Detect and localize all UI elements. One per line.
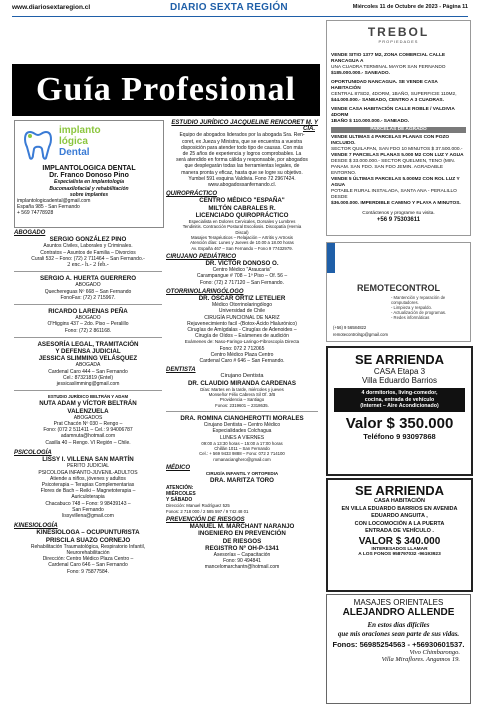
section-otorrino: OTORRINOLARINGÓLOGO bbox=[166, 289, 318, 295]
dentista-2-name: DRA. ROMINA CIANGHEROTTI MORALES bbox=[180, 415, 304, 423]
arrienda-2-head: SE ARRIENDA bbox=[354, 483, 445, 498]
divider bbox=[14, 304, 162, 305]
se-arrienda-1-ad bbox=[326, 346, 473, 476]
abogado-4-line: Cel.: 87321819 (Entel) bbox=[62, 374, 114, 381]
divider bbox=[14, 390, 162, 391]
ej-line: que desplegarán todas las herramientas legales, de bbox=[184, 163, 300, 170]
abogado-2-name: SERGIO A. HUERTA GUERRERO bbox=[39, 275, 137, 283]
abogado-1-name: SERGIO GONZÁLEZ PINO bbox=[49, 236, 127, 244]
quiro-name: MILTÓN CABRALES R. bbox=[208, 204, 276, 212]
psicologa-line: Psicoterapia – Terapias Complementarias bbox=[41, 481, 135, 488]
abogado-5-name: NUTA ADAM y VÍCTOR BELTRÁN bbox=[39, 400, 137, 408]
implantologica-ad bbox=[14, 120, 164, 228]
psicologa-line: Flores de Bach – Reiki – Magnetoterapia – bbox=[40, 488, 136, 495]
remotecontrol-email[interactable]: remotecontrolrqp@gmail.com bbox=[333, 332, 388, 337]
remotecontrol-services: - Mantención y reparación de computadores. - Limpieza y respaldo. - Actualización de programas. - Redes informáticas bbox=[391, 295, 447, 320]
otorrino-line: Rejuvenecimiento facil -(Botox-Ácido Hialurónico) bbox=[187, 320, 297, 327]
abogado-5-line: Prat Chacón Nº 030 – Rengo – bbox=[53, 421, 123, 428]
pediatra-line: Centro Médico "Araucaria" bbox=[212, 267, 272, 274]
dentista-line: Providencia – Santiago bbox=[219, 397, 265, 403]
arrienda-1-price: Valor $ 350.000 bbox=[345, 414, 454, 432]
prevencion-line: Asesorías – Capacitación bbox=[213, 551, 271, 558]
kine-line: Rehabilitación Traumatológica, Respiratorio Infantil, bbox=[30, 543, 146, 550]
pediatra-line: Fono: (72) 2 717120 – San Fernando. bbox=[200, 279, 284, 286]
kine-line: Dirección: Centro Médico Plaza Centro – bbox=[42, 556, 134, 563]
abogado-4-name: JESSICA SLIMMING VELÁSQUEZ bbox=[38, 355, 138, 363]
masajes-name: ALEJANDRO ALLENDE bbox=[342, 607, 455, 618]
divider bbox=[14, 271, 162, 272]
section-dentista: DENTISTA bbox=[166, 367, 318, 373]
trebol-logo: TREBOL PROPIEDADES bbox=[367, 25, 430, 44]
newspaper-title: DIARIO SEXTA REGIÓN bbox=[170, 2, 288, 13]
ej-line: Yumbel 591 esquina Valdivia. Fono 72 2967424. bbox=[188, 175, 296, 182]
prevencion-name: MANUEL M. MARCHANT NARANJO bbox=[189, 523, 295, 531]
abogado-1-line: Curali 532 – Fono: (72) 2 711464 – San Fernando.- bbox=[31, 255, 145, 262]
psicologa-line: PERITO JUDICIAL bbox=[66, 463, 110, 470]
medico-line: Dirección: Manuel Rodríguez 525 bbox=[166, 503, 230, 509]
medico-line: Fonos: 2 718 000 / 2 585 597 / 9 742 48 01 bbox=[166, 508, 249, 514]
otorrino-name: DR. ÓSCAR ORTIZ LETELIER bbox=[198, 295, 286, 303]
psicologa-line: Auriculoterapia bbox=[71, 494, 105, 501]
trebol-ad bbox=[326, 20, 471, 236]
remotecontrol-ad bbox=[326, 242, 471, 342]
abogado-2-line: FonoFax: (72) 2 715967. bbox=[60, 294, 116, 301]
implanto-logo-text bbox=[59, 125, 101, 158]
abogado-2-line: Quechereguas Nº 668 – San Fernando bbox=[44, 288, 132, 295]
otorrino-line: Cirugías de Amígdalas - Cirugías de Adenoides – bbox=[187, 327, 297, 334]
section-cirujano-pediatrico: CIRUJANO PEDIÁTRICO bbox=[166, 254, 318, 260]
divider bbox=[166, 411, 318, 412]
section-kinesiologia: KINESIOLOGÍA bbox=[14, 523, 162, 529]
abogado-4-line: ABOGADA bbox=[75, 362, 101, 369]
section-abogado: ABOGADO bbox=[14, 230, 162, 236]
dentista-2-email[interactable]: romanacianghero@gmail.com bbox=[213, 456, 271, 462]
abogado-3-line: ABOGADO bbox=[75, 315, 101, 322]
medico-name: DRA. MARITZA TORO bbox=[210, 477, 274, 485]
dentista-2-line: LUNES A VIERNES bbox=[219, 434, 265, 441]
arrienda-1-features: 4 dormitorios, living-comedor, cocina, entrada de vehículo (Internet – Aire Acondicionado) bbox=[334, 388, 465, 412]
abogado-1-line: Contratos – Asuntos de Familia – Divorcios bbox=[40, 249, 136, 256]
kine-name: PRISCILA SUAZO CORNEJO bbox=[45, 536, 131, 544]
prevencion-email[interactable]: mancelomarchantn@hotmail.com bbox=[204, 564, 280, 571]
arrienda-2-contact: INTERESADOS LLAMAR bbox=[371, 546, 428, 552]
arrienda-2-details: CASA HABITACIÓN EN VILLA EDUARDO BARRIOS EN AVENIDA EDUARDO ANGUITA , CON LOCOMOCIÓN A LA PUERTA ENTRADA DE VEHÍCULO . bbox=[341, 498, 458, 534]
dentista-title: Cirujano Dentista bbox=[220, 373, 264, 380]
logo-line-2: lógica bbox=[59, 136, 88, 147]
ej-line: disposición para atender todo tipo de causas. Con más bbox=[180, 144, 304, 151]
dentista-name: DR. CLAUDIO MIRANDA CARDENAS bbox=[187, 379, 297, 387]
abogado-3-line: Fono: (72) 2 861168. bbox=[64, 327, 112, 334]
arrienda-1-line: CASA Etapa 3 bbox=[373, 367, 426, 376]
masajes-address: Villa Miraflores. Angamos 19. bbox=[381, 656, 460, 663]
abogado-5-head: ESTUDIO JURÍDICO BELTRÁN Y ADAM bbox=[47, 394, 129, 400]
abogado-4-name: Y DEFENSA JUDICIAL bbox=[55, 348, 121, 356]
medico-attention: ATENCIÓN: MIÉRCOLES Y SÁBADO bbox=[166, 484, 196, 504]
ej-website[interactable]: www.abogadossanfernando.cl. bbox=[207, 182, 277, 189]
abogado-4-name: ASESORÍA LEGAL, TRAMITACIÓN bbox=[37, 340, 139, 348]
psicologa-line: PSICOLOGA INFANTO-JUVENIL-ADULTOS bbox=[38, 469, 138, 476]
remotecontrol-logo: REMOTECONTROL bbox=[357, 283, 440, 293]
dentista-line: Monseñor Félix Cabrera Sil Of. 3/B bbox=[208, 392, 276, 398]
psicologa-name: LISSY I. VILLENA SAN MARTÍN bbox=[42, 456, 134, 464]
se-arrienda-2-ad bbox=[326, 478, 473, 592]
otorrino-line: Exámenes de: Naso-Faringo-Laringo-Fibroscopía Directa bbox=[184, 339, 300, 345]
implanto-spec-1: Especialista en implantología bbox=[53, 179, 125, 186]
psicologa-line: Chacabuco 748 – Fono: 9 98439143 – bbox=[45, 500, 131, 507]
arrienda-1-head: SE ARRIENDA bbox=[354, 352, 445, 367]
otorrino-line: CIRUGÍA FUNCIONAL DE NARIZ bbox=[204, 314, 280, 321]
guia-profesional-banner: Guía Profesional bbox=[12, 64, 320, 116]
arrienda-2-contact: A LOS FONOS 958797032 -96193923 bbox=[358, 551, 441, 557]
otorrino-line: Fono: 072 2 712065 bbox=[219, 345, 265, 352]
implanto-phone: + 569 74778928 bbox=[17, 210, 54, 217]
masajes-location: Vivo Chimbarongo. bbox=[409, 649, 460, 656]
ej-line: manera pronta y eficaz, hasta que se logre su objetivo. bbox=[181, 169, 303, 176]
divider bbox=[14, 337, 162, 338]
logo-line-3: Dental bbox=[59, 147, 90, 158]
arrienda-1-line: Villa Eduardo Barrios bbox=[361, 376, 437, 385]
implanto-spec-2: Bucomaxilofacial y rehabilitación bbox=[49, 185, 129, 192]
pediatra-name: DR. VÍCTOR DONOSO O. bbox=[205, 260, 279, 268]
dentista-line: Fonos: 2319601 – 2318635. bbox=[215, 402, 269, 408]
otorrino-line: Cardenal Caro # 646 – San Fernando. bbox=[199, 358, 285, 365]
abogado-3-line: O'Higgins 437 – 2do. Piso – Peralillo bbox=[47, 321, 129, 328]
ej-line: de 25 años de experiencia y logros comprobables. La bbox=[182, 151, 302, 158]
implanto-doctor: Dr. Franco Donoso Pino bbox=[49, 172, 129, 180]
logo-line-1: implanto bbox=[59, 125, 101, 136]
otorrino-line: Centro Médico Plaza Centro bbox=[210, 351, 274, 358]
kine-line: Cardenal Caro 646 – San Fernando bbox=[48, 562, 128, 569]
dentista-line: Días: Martes en la tarde, miércoles y jueves bbox=[200, 386, 284, 392]
section-psicologia: PSICOLOGÍA bbox=[14, 450, 162, 456]
ej-line: coret, ex Jueza y Ministra, que se encuentra a vuestra bbox=[181, 138, 303, 145]
kine-line: Fono: 9 75877584. bbox=[67, 568, 109, 575]
otorrino-line: Médico Otorrinolaringólogo bbox=[211, 302, 273, 309]
abogado-5-email[interactable]: adamnuta@hotmail.com bbox=[60, 433, 116, 440]
masajes-head: MASAJES ORIENTALES bbox=[353, 598, 444, 607]
masajes-message: En estos días difíciles que mis oraciones sean parte de sus vidas. bbox=[337, 621, 460, 638]
dentista-2-line: Cel.: + 569 9433 9888 – Fono: 072 2 714100 bbox=[199, 451, 285, 457]
page-date: Miércoles 11 de Octubre de 2023 - Página 11 bbox=[352, 4, 468, 10]
section-prevencion: PREVENCIÓN DE RIESGOS bbox=[166, 517, 318, 523]
implanto-email[interactable]: implantologicadental@gmail.com bbox=[17, 198, 91, 205]
otorrino-line: Cirugía de Oídos – Exámenes de audición bbox=[195, 333, 289, 340]
pediatra-line: Carampangue # 708 – 1º Piso – Of. 56 – bbox=[196, 273, 288, 280]
kine-name: KINESIOLOGA – OCUPUNTURISTA bbox=[36, 529, 140, 537]
psicologa-line: Atiende a niños, jóvenes y adultos bbox=[50, 475, 126, 482]
arrienda-1-phone: Teléfono 9 93097868 bbox=[363, 431, 436, 441]
tooth-logo-icon bbox=[21, 127, 55, 161]
abogado-5-name: VALENZUELA bbox=[67, 407, 109, 415]
implanto-spec-3: sobre implantes bbox=[69, 191, 109, 198]
remotecontrol-phone: (+56) 9 56584822 bbox=[333, 325, 367, 330]
quiro-line: Tendinitis. Contracción Postural Escoliosis. Discopatía (Hernia bbox=[182, 224, 302, 230]
abogado-1-code: 2 enc.- h.- 2 feb.- bbox=[67, 262, 109, 269]
header-divider bbox=[12, 16, 468, 17]
abogado-5-line: Fono: (072 2 511411 – Cel.: 9 94006787 bbox=[43, 427, 133, 434]
masajes-phones: Fonos: 56985254563 - +56930601537. bbox=[332, 640, 465, 649]
dentista-2-line: 09:00 a 13:30 horas – 15:00 a 17:00 horas bbox=[201, 440, 283, 446]
remotecontrol-accent bbox=[327, 243, 335, 273]
column-2 bbox=[166, 120, 318, 571]
site-url[interactable]: www.diariosextaregion.cl bbox=[12, 4, 91, 11]
abogado-5-line: ABOGADOS bbox=[73, 414, 103, 421]
masajes-orientales-ad bbox=[326, 594, 471, 704]
abogado-4-line: Cardenal Caro 444 – San Fernando bbox=[48, 368, 128, 375]
medico-specialty: CIRUGÍA INFANTIL Y ORTOPEDIA bbox=[205, 471, 279, 477]
quiro-line: Especialista en Dolores Cervicales, Dorsales y Lumbres bbox=[188, 219, 296, 225]
implanto-title: IMPLANTOLOGICA DENTAL bbox=[42, 165, 136, 172]
psicologa-email[interactable]: lissyvillena@gmail.com bbox=[62, 512, 114, 519]
quiro-name: CENTRO MÉDICO "ESPAÑA" bbox=[199, 197, 285, 205]
ej-line: será atendido en forma cálida y responsable, por abogados bbox=[176, 157, 308, 164]
ej-line: Equipo de abogados liderados por la abogada Sra. Ren- bbox=[179, 132, 305, 139]
quiro-line: Masajes Terapéuticos – Relajación – Artritis y Artrosis bbox=[191, 234, 293, 240]
kine-line: Neurorehabilitación bbox=[66, 549, 110, 556]
prevencion-line: Fono: 90 494841 bbox=[223, 558, 261, 565]
column-1 bbox=[14, 230, 162, 575]
trebol-listings: VENDE SITIO 1377 M2, ZONA COMERCIAL CALLE RANCAGUA A UNA CUADRA TERMINAL MAYOR SAN FERNANDO $185.000.000.- SANEADO. OPORTUNIDAD NANCAGUA. SE VENDE CASA HABITACIÓN CENTRAL 87SD2, 4DORM, 1BAÑO, SUPERFICIE 110M2, $44.000.000.- SANEADO, CENTRO A 3 CUADRAS. VENDE CASA HABITACIÓN CALLE ROBLE / VALDIVIA 4DORM 1BAÑO $ 110.000.000.- SANEADO. PARCELAS DE AGRADO VENDE ULTIMAS 4 PARCELAS PLANAS CON POZO INCLUIDO. SECTOR QUILAPAN, SAN FDO 10 MINUTOS $ 37.500.000.- VENDE 7 PARCELAS PLANAS 5.000 M2 CON LUZ Y AGUA DESDE $ 33.000.000.- SECTOR QUELMEN, TENO (MIN. PANAM. SAN FDO. SAN FDO JEMIN. AGRADABLE ENTORNO. VENDE 5 ÚLTIMAS PARCELAS 5.000M2 CON ROL LUZ Y AGUA POTABLE RURAL INSTALADA, SANTA ANA - PERALILLO DESDE $36.000.000. IMPERDIBLE CAMINO Y PLAYA A MINUTOS. Contáctenos y programe su visita. +56 9 75303611 bbox=[331, 53, 466, 223]
abogado-2-line: ABOGADO bbox=[75, 282, 101, 289]
quiro-line: Atención días: Lunes y Jueves de 10.00 a 18.00 horas bbox=[190, 240, 294, 246]
quiro-line: Av. España 467 – San Fernando – Fono 9 77432979. bbox=[191, 245, 293, 251]
arrienda-2-price: VALOR $ 340.000 bbox=[358, 535, 441, 547]
quiro-line: Discal) bbox=[235, 229, 249, 235]
prevencion-line: DE RIESGOS bbox=[222, 537, 262, 545]
section-estudio-juridico: ESTUDIO JURÍDICO JACQUELINE RENCORET M. Y CÍA. bbox=[171, 120, 318, 133]
dentista-2-line: Cirujano Dentista – Centro Médico bbox=[203, 422, 281, 429]
otorrino-line: Universidad de Chile bbox=[218, 308, 266, 315]
abogado-1-line: Asuntos Civiles, Laborales y Criminales. bbox=[43, 243, 133, 250]
quiro-name: LICENCIADO QUIROPRÁCTICO bbox=[195, 211, 289, 219]
prevencion-line: INGENIERO EN PREVENCIÓN bbox=[198, 530, 286, 538]
section-medico: MÉDICO bbox=[166, 465, 318, 471]
abogado-5-line: Casilla 40 – Rengo. VI Región – Chile. bbox=[45, 439, 131, 446]
trebol-highlight: PARCELAS DE AGRADO bbox=[331, 127, 466, 133]
dentista-2-line: Chillán 1011 – San Fernando bbox=[214, 446, 270, 452]
abogado-4-email[interactable]: jessicaslimming@gmail.com bbox=[56, 381, 120, 388]
implanto-address: España 985 - San Fernando bbox=[17, 204, 80, 211]
psicologa-line: San Fernando bbox=[72, 506, 104, 513]
abogado-3-name: RICARDO LARENAS PEÑA bbox=[48, 308, 128, 316]
prevencion-line: REGISTRO Nº OH-P-1341 bbox=[205, 544, 279, 552]
section-quiropractico: QUIROPRÁCTICO bbox=[166, 191, 318, 197]
dentista-2-line: Especialidades Colchagua bbox=[212, 428, 272, 435]
